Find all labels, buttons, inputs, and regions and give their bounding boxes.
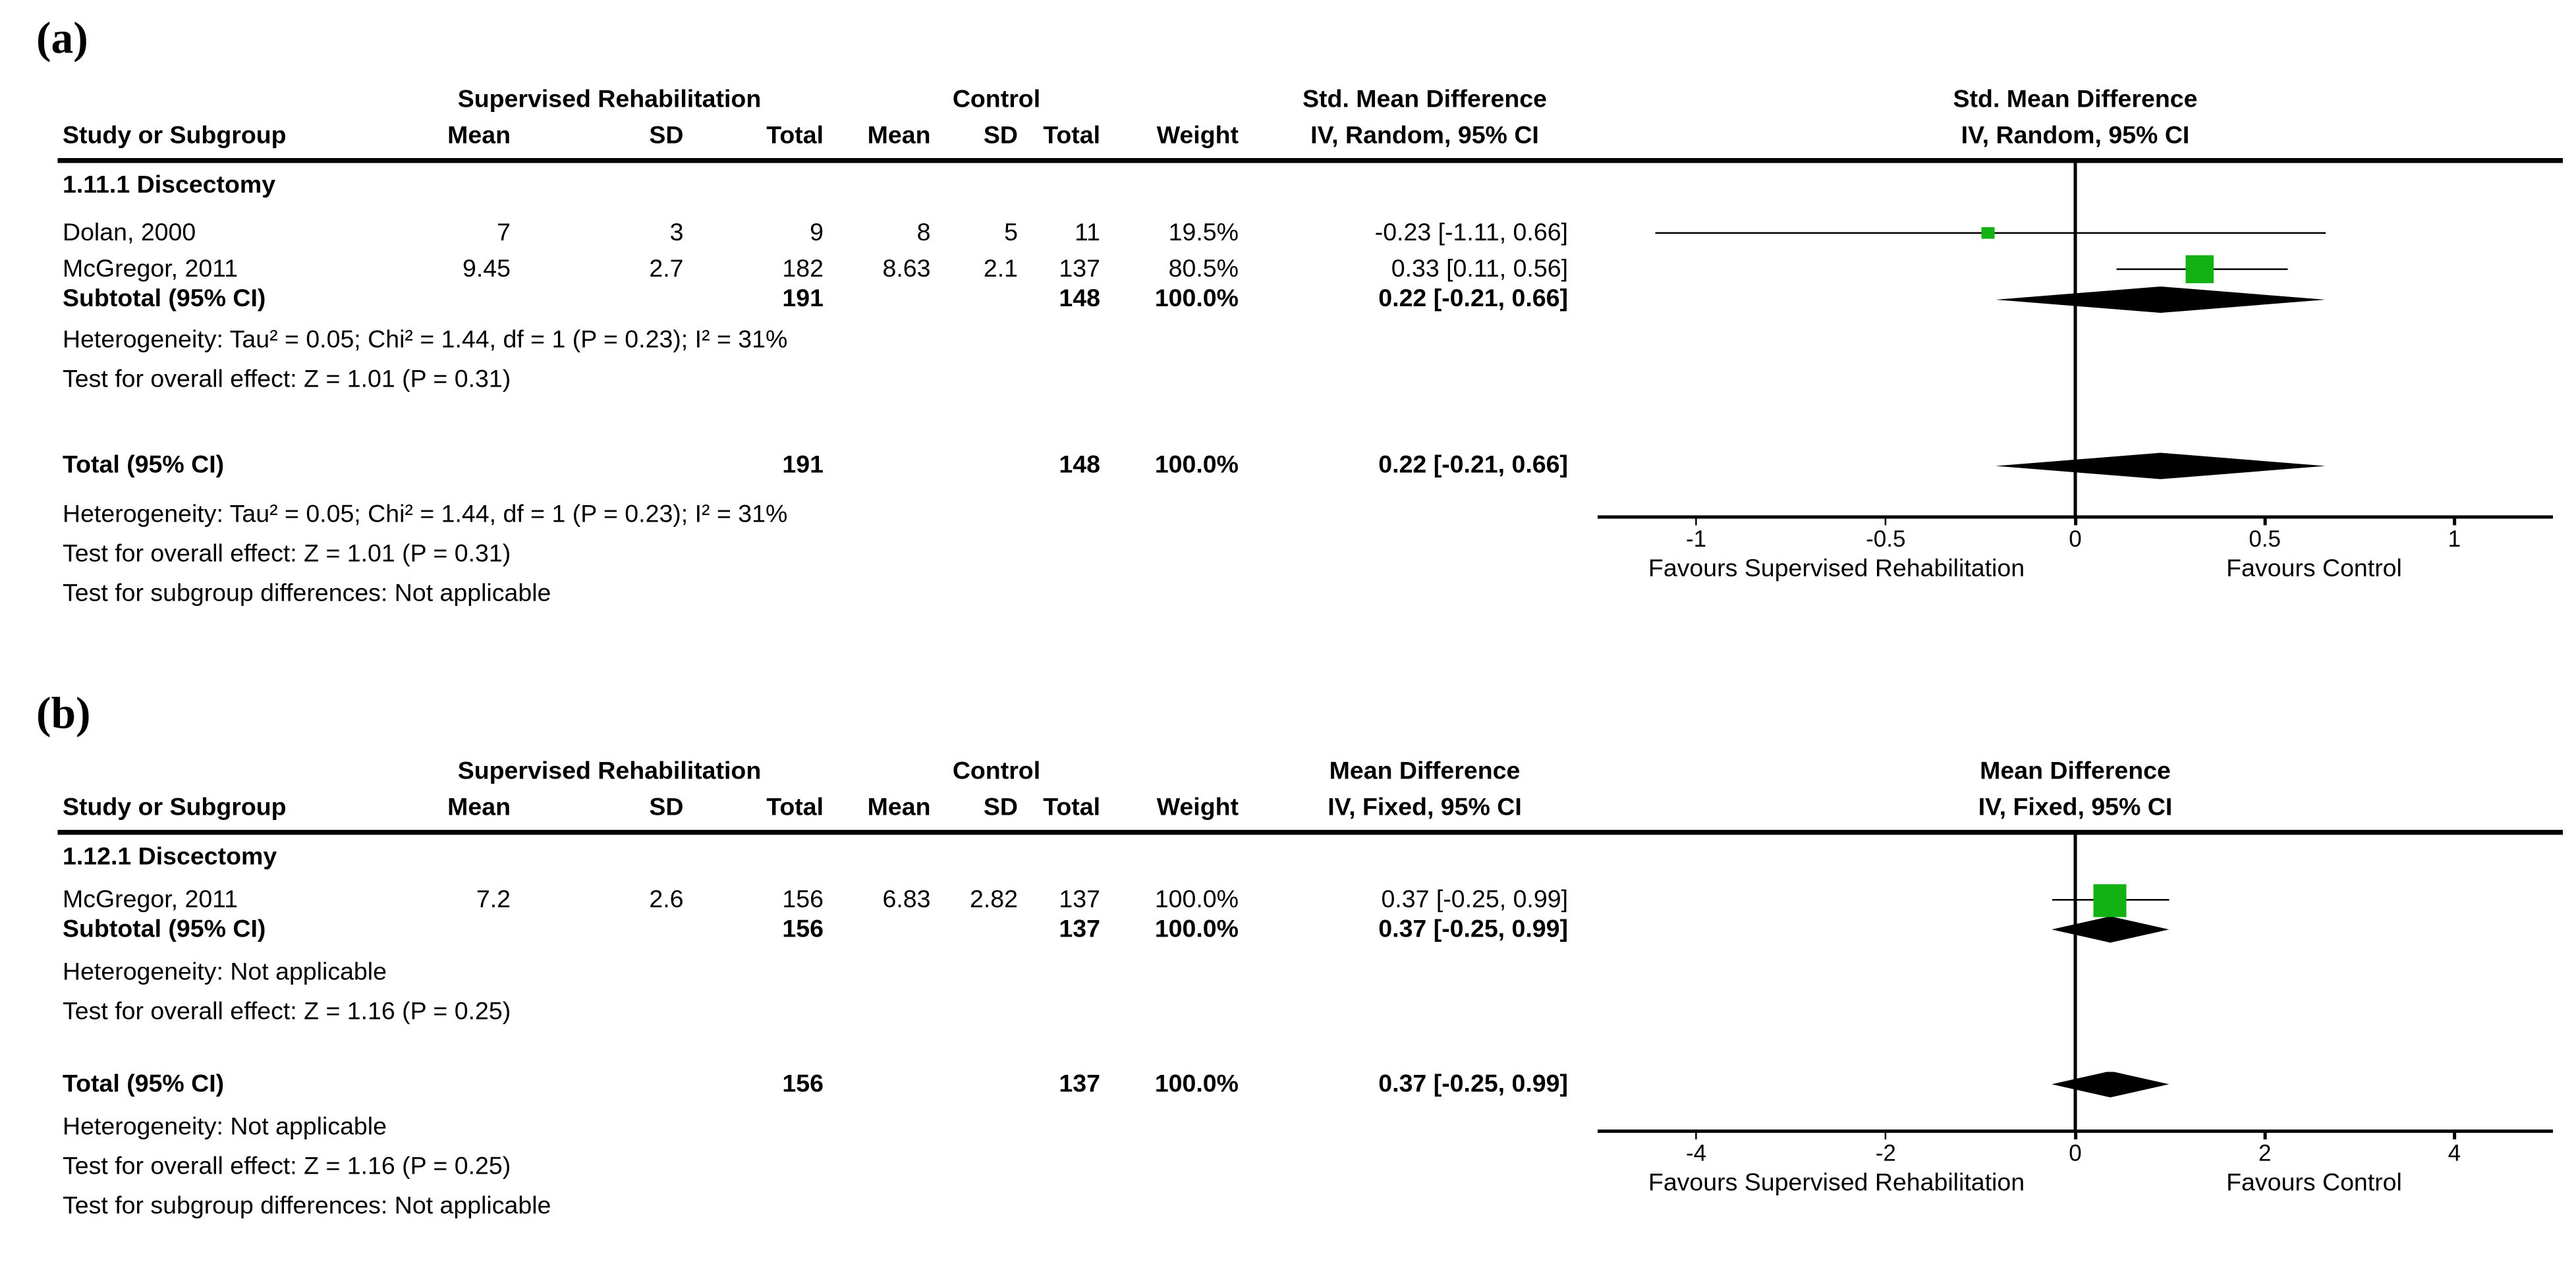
panel-b-group-header-row — [0, 757, 2576, 786]
axis-tick — [1884, 516, 1887, 526]
col-header-mean1: Mean — [447, 794, 511, 822]
total-weight: 100.0% — [1154, 1070, 1239, 1099]
col-header-total1: Total — [766, 122, 824, 150]
col-header-total2: Total — [1043, 794, 1100, 822]
total-ci-text: 0.22 [-0.21, 0.66] — [1378, 451, 1568, 479]
pooled-effect-diamond — [1996, 453, 2326, 479]
mean-treatment: 7.2 — [476, 886, 511, 914]
sd-control: 2.82 — [969, 886, 1018, 914]
forest-plot-a — [1598, 158, 2553, 599]
axis-tick — [1884, 1130, 1887, 1139]
subtotal-label: Subtotal (95% CI) — [63, 285, 266, 313]
effect-ci-text: -0.23 [-1.11, 0.66] — [1374, 219, 1568, 247]
col-header-method: IV, Random, 95% CI — [1310, 122, 1539, 150]
subtotal-n2: 148 — [1059, 285, 1100, 313]
col-header-mean2: Mean — [867, 122, 931, 150]
total-overall-effect-note: Test for overall effect: Z = 1.01 (P = 0.31) — [63, 540, 511, 568]
panel-b-column-header-row — [0, 794, 2576, 822]
col-header-study: Study or Subgroup — [63, 794, 287, 822]
group2-header: Control — [952, 86, 1041, 114]
axis-tick-label: 0 — [2069, 525, 2082, 552]
subgroup-title: 1.11.1 Discectomy — [63, 171, 276, 200]
axis-tick-label: 0.5 — [2249, 525, 2282, 552]
col-header-weight: Weight — [1156, 794, 1239, 822]
panel-b-label: (b) — [36, 688, 91, 738]
total-ci-text: 0.37 [-0.25, 0.99] — [1378, 1070, 1568, 1099]
mean-treatment: 7 — [497, 219, 511, 247]
effect-header: Std. Mean Difference — [1302, 86, 1547, 114]
col-header-mean2: Mean — [867, 794, 931, 822]
n-control: 11 — [1075, 219, 1100, 247]
panel-b — [0, 688, 2576, 1265]
col-header-method: IV, Fixed, 95% CI — [1328, 794, 1522, 822]
study-name: McGregor, 2011 — [63, 886, 238, 914]
heterogeneity-note: Heterogeneity: Tau² = 0.05; Chi² = 1.44, df = 1 (P = 0.23); I² = 31% — [63, 326, 788, 354]
favours-right-label: Favours Control — [2226, 555, 2402, 583]
panel-a-label: (a) — [36, 13, 88, 63]
n-treatment: 156 — [782, 886, 824, 914]
weight-value: 100.0% — [1154, 886, 1239, 914]
axis-tick — [2264, 516, 2266, 526]
axis-tick — [2453, 516, 2456, 526]
weight-value: 19.5% — [1168, 219, 1239, 247]
panel-a-column-header-row — [0, 122, 2576, 150]
axis-tick — [2453, 1130, 2456, 1139]
axis-tick-label: -4 — [1686, 1139, 1707, 1166]
subgroup-difference-note: Test for subgroup differences: Not applicable — [63, 1192, 551, 1220]
subgroup-difference-note: Test for subgroup differences: Not applicable — [63, 580, 551, 608]
overall-effect-note: Test for overall effect: Z = 1.01 (P = 0.31) — [63, 366, 511, 394]
n-control: 137 — [1059, 255, 1100, 283]
favours-right-label: Favours Control — [2226, 1169, 2402, 1197]
subtotal-ci-text: 0.22 [-0.21, 0.66] — [1378, 285, 1568, 313]
sd-treatment: 3 — [669, 219, 684, 247]
subtotal-n2: 137 — [1059, 915, 1100, 944]
axis-tick — [2074, 1130, 2077, 1139]
axis-tick-label: 1 — [2448, 525, 2461, 552]
group1-header: Supervised Rehabilitation — [457, 86, 762, 114]
effect-header: Mean Difference — [1329, 757, 1521, 786]
subtotal-weight: 100.0% — [1154, 285, 1239, 313]
total-n2: 137 — [1059, 1070, 1100, 1099]
mean-control: 8 — [916, 219, 931, 247]
axis-tick-label: -0.5 — [1866, 525, 1906, 552]
panel-a — [0, 13, 2576, 639]
weight-value: 80.5% — [1168, 255, 1239, 283]
col-header-sd1: SD — [649, 794, 684, 822]
mean-treatment: 9.45 — [462, 255, 511, 283]
axis-tick — [2074, 516, 2077, 526]
sd-treatment: 2.6 — [649, 886, 684, 914]
overall-effect-note: Test for overall effect: Z = 1.16 (P = 0.25) — [63, 998, 511, 1026]
mean-control: 6.83 — [882, 886, 931, 914]
subtotal-label: Subtotal (95% CI) — [63, 915, 266, 944]
plot-effect-header: Mean Difference — [1980, 757, 2171, 786]
subtotal-weight: 100.0% — [1154, 915, 1239, 944]
n-control: 137 — [1059, 886, 1100, 914]
total-n2: 148 — [1059, 451, 1100, 479]
axis-tick-label: -2 — [1875, 1139, 1896, 1166]
axis-tick — [1695, 1130, 1698, 1139]
subtotal-ci-text: 0.37 [-0.25, 0.99] — [1378, 915, 1568, 944]
total-diamond — [1598, 830, 2553, 1225]
total-n1: 191 — [782, 451, 824, 479]
total-n1: 156 — [782, 1070, 824, 1099]
axis-tick-label: -1 — [1686, 525, 1707, 552]
col-header-total2: Total — [1043, 122, 1100, 150]
n-treatment: 9 — [810, 219, 824, 247]
effect-ci-text: 0.37 [-0.25, 0.99] — [1381, 886, 1568, 914]
col-header-sd2: SD — [983, 122, 1018, 150]
col-header-sd2: SD — [983, 794, 1018, 822]
axis-tick-label: 4 — [2448, 1139, 2461, 1166]
total-overall-effect-note: Test for overall effect: Z = 1.16 (P = 0.25) — [63, 1153, 511, 1181]
plot-header-method: IV, Fixed, 95% CI — [1978, 794, 2173, 822]
study-name: Dolan, 2000 — [63, 219, 196, 247]
plot-header-method: IV, Random, 95% CI — [1961, 122, 2190, 150]
col-header-total1: Total — [766, 794, 824, 822]
study-name: McGregor, 2011 — [63, 255, 238, 283]
subtotal-n1: 191 — [782, 285, 824, 313]
mean-control: 8.63 — [882, 255, 931, 283]
col-header-weight: Weight — [1156, 122, 1239, 150]
axis-tick — [2264, 1130, 2266, 1139]
total-label: Total (95% CI) — [63, 1070, 225, 1099]
sd-treatment: 2.7 — [649, 255, 684, 283]
sd-control: 5 — [1004, 219, 1018, 247]
total-weight: 100.0% — [1154, 451, 1239, 479]
total-label: Total (95% CI) — [63, 451, 225, 479]
total-heterogeneity-note: Heterogeneity: Tau² = 0.05; Chi² = 1.44, df = 1 (P = 0.23); I² = 31% — [63, 501, 788, 529]
axis-tick-label: 2 — [2258, 1139, 2272, 1166]
axis-tick — [1695, 516, 1698, 526]
sd-control: 2.1 — [983, 255, 1018, 283]
col-header-study: Study or Subgroup — [63, 122, 287, 150]
total-heterogeneity-note: Heterogeneity: Not applicable — [63, 1113, 387, 1141]
col-header-mean1: Mean — [447, 122, 511, 150]
col-header-sd1: SD — [649, 122, 684, 150]
axis-tick-label: 0 — [2069, 1139, 2082, 1166]
subgroup-title: 1.12.1 Discectomy — [63, 843, 277, 871]
favours-left-label: Favours Supervised Rehabilitation — [1648, 555, 2025, 583]
n-treatment: 182 — [782, 255, 824, 283]
heterogeneity-note: Heterogeneity: Not applicable — [63, 958, 387, 987]
group2-header: Control — [952, 757, 1041, 786]
effect-ci-text: 0.33 [0.11, 0.56] — [1391, 255, 1568, 283]
forest-plot-b — [1598, 830, 2553, 1225]
pooled-effect-diamond — [2052, 1071, 2169, 1097]
plot-effect-header: Std. Mean Difference — [1953, 86, 2198, 114]
favours-left-label: Favours Supervised Rehabilitation — [1648, 1169, 2025, 1197]
panel-a-group-header-row — [0, 86, 2576, 114]
subtotal-n1: 156 — [782, 915, 824, 944]
group1-header: Supervised Rehabilitation — [457, 757, 762, 786]
